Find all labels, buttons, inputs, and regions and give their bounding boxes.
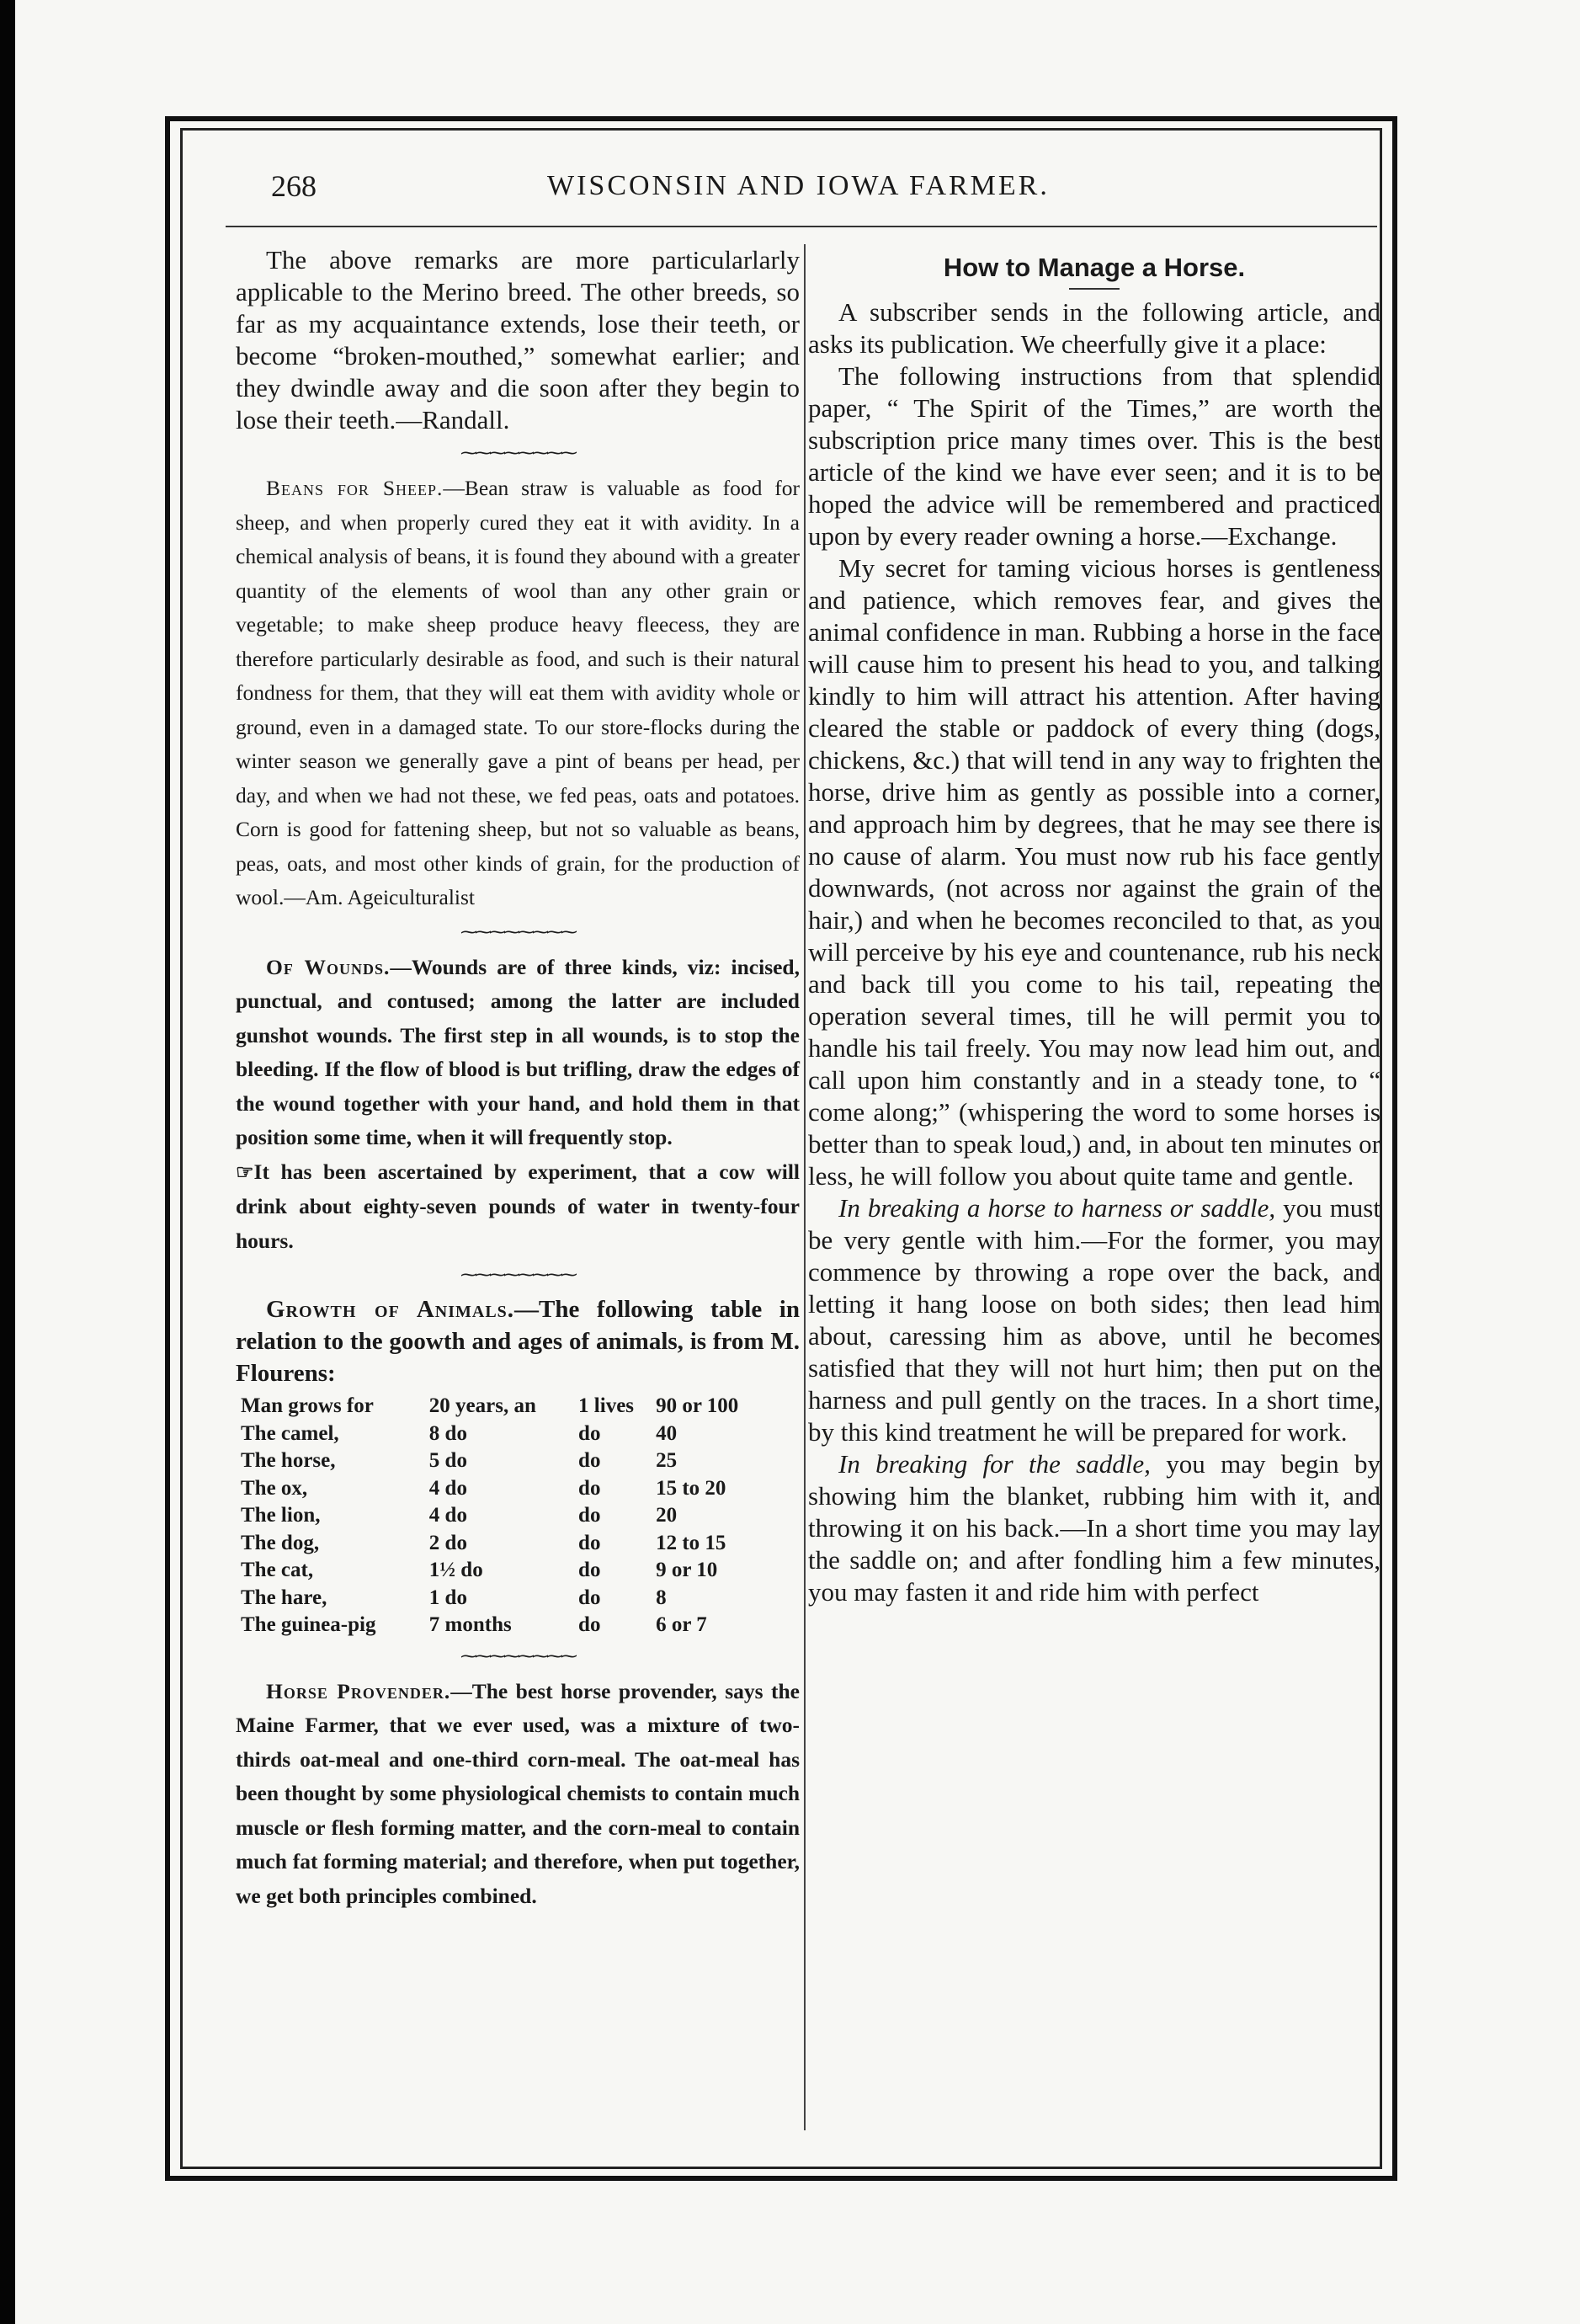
growth-table-row [241, 1393, 771, 1421]
growth-table-row [241, 1530, 771, 1558]
growth-table-cell: The camel, [241, 1421, 339, 1445]
title-rule [1069, 288, 1120, 290]
intro-paragraph: The above remarks are more particularlarly applicable to the Merino breed. The other breeds, so far as my acquaintance extends, lose their teeth, or become “broken-mouthed,” somewhat earlier; and they dwindle away and die soon after they begin to lose their teeth.—Randall. [236, 245, 800, 434]
horse-provender-heading: Horse Provender. [266, 1678, 451, 1703]
cow-paragraph [236, 1155, 800, 1259]
ornament-divider: ⁓⁓⁓⁓⁓⁓⁓⁓ [460, 1266, 575, 1284]
growth-table-cell: 4 do [428, 1476, 467, 1500]
growth-table-row [241, 1475, 771, 1503]
growth-table-cell: 20 [656, 1504, 678, 1527]
growth-table-cell: 4 do [428, 1504, 467, 1527]
wounds-paragraph [236, 951, 800, 1155]
harness-body: you must be very gentle with him.—For the former, you may commence by throwing a rope over the back, and letting it hang loose on both sides; then lead him about, caressing him as above, until he becomes satisfied that they will not hurt him; then put on the harness and pull gently on the traces. In a short time, by this kind treatment he will be prepared for work. [808, 1193, 1381, 1447]
growth-table-cell: The lion, [241, 1504, 321, 1527]
column-rule [804, 244, 806, 2130]
growth-table [241, 1393, 771, 1639]
horse-provender-paragraph [236, 1675, 800, 1914]
growth-body: —The following table in relation to the goowth and ages of animals, is from M. Flourens: [236, 1296, 800, 1387]
beans-heading: Beans for Sheep. [266, 476, 444, 500]
saddle-emphasis: In breaking for the saddle, [838, 1449, 1151, 1479]
growth-table-cell: do [578, 1613, 601, 1636]
growth-table-cell: 8 do [428, 1421, 467, 1445]
growth-table-cell: do [578, 1586, 601, 1609]
growth-table-cell: 7 months [428, 1613, 512, 1636]
growth-table-cell: 25 [656, 1449, 678, 1472]
growth-table-cell: 1 do [428, 1586, 467, 1609]
pointing-hand-icon: ☞ [236, 1161, 254, 1184]
growth-table-row [241, 1502, 771, 1530]
wounds-body: —Wounds are of three kinds, viz: incised, punctual, and contused; among the latter are included gunshot wounds. The first step in all wounds, is to stop the bleeding. If the flow of blood is but trifling, draw the edges of the wound together with your hand, and hold them in that position some time, when it will frequently stop. [236, 954, 800, 1149]
growth-table-cell: do [578, 1421, 601, 1445]
growth-table-cell: The guinea-pig [241, 1613, 376, 1636]
cow-body: It has been ascertained by experiment, that a cow will drink about eighty-seven pounds of water in twenty-four hours. [236, 1159, 800, 1253]
growth-paragraph [236, 1293, 800, 1389]
growth-table-cell: do [578, 1476, 601, 1500]
article-paragraph-2: The following instructions from that splendid paper, “ The Spirit of the Times,” are worth the subscription price many times over. This is the best article of the kind we have ever seen; and it is to be hoped the advice will be remembered and practiced upon by every reader owning a horse.—Exchange. [808, 361, 1381, 551]
growth-table-row [241, 1585, 771, 1612]
growth-table-cell: Man grows for [241, 1394, 374, 1417]
growth-table-cell: do [578, 1531, 601, 1554]
growth-table-cell: 9 or 10 [656, 1559, 718, 1581]
growth-table-row [241, 1447, 771, 1475]
growth-table-cell: do [578, 1559, 601, 1581]
growth-table-cell: do [578, 1504, 601, 1527]
right-column [808, 244, 1381, 1608]
growth-table-row [241, 1612, 771, 1639]
growth-table-cell: 2 do [428, 1531, 467, 1554]
saddle-body: you may begin by showing him the blanket, rubbing him with it, and throwing it on his back.—In a short time you may lay the saddle on; and after fondling him a few minutes, you may fasten it and ride him with perfect [808, 1449, 1381, 1607]
growth-table-cell: 20 years, an [428, 1394, 536, 1417]
growth-table-cell: 6 or 7 [656, 1613, 707, 1636]
growth-table-cell: 8 [656, 1586, 667, 1609]
growth-table-row [241, 1557, 771, 1585]
growth-table-cell: 1 lives [578, 1394, 635, 1417]
article-paragraph-5 [808, 1448, 1381, 1608]
scan-edge [0, 0, 15, 2324]
article-paragraph-3: My secret for taming vicious horses is gentleness and patience, which removes fear, and gives the animal confidence in man. Rubbing a horse in the face will cause him to present his head to you, and talking kindly to him will attract his attention. After having cleared the stable or paddock of every thing (dogs, chickens, &c.) that will tend in any way to frighten the horse, drive him as gently as possible into a corner, and approach him by degrees, that he may see there is no cause of alarm. You must now rub his face gently downwards, (not across nor against the grain of the hair,) and when he becomes reconciled to that, as you will perceive by his eye and countenance, rub his neck and back till you come to his tail, repeating the operation several times, till he will permit you to handle his tail freely. You may now lead him out, and call upon him constantly and in a steady tone, to “ come along;” (whispering the word to some horses is better than to speak loud,) and, in about ten minutes or less, he will follow you about quite tame and gentle. [808, 553, 1381, 1191]
growth-table-cell: do [578, 1449, 601, 1472]
growth-table-cell: 15 to 20 [656, 1476, 726, 1500]
growth-table-cell: 5 do [428, 1449, 467, 1472]
growth-table-cell: 40 [656, 1421, 678, 1445]
growth-table-cell: 90 or 100 [656, 1394, 739, 1417]
horse-provender-body: —The best horse provender, says the Maine Farmer, that we ever used, was a mixture of two-thirds oat-meal and one-third corn-meal. The oat-meal has been thought by some physiological chemists to contain much muscle or flesh forming matter, and the corn-meal to contain much fat forming material; and therefore, when put together, we get both principles combined. [236, 1678, 800, 1908]
ornament-divider: ⁓⁓⁓⁓⁓⁓⁓⁓ [460, 1646, 575, 1666]
left-column [236, 244, 800, 1913]
growth-table-row [241, 1421, 771, 1448]
growth-table-cell: The cat, [241, 1559, 314, 1581]
page-number: 268 [271, 169, 317, 203]
article-paragraph-4 [808, 1192, 1381, 1448]
growth-table-cell: The dog, [241, 1531, 320, 1554]
ornament-divider: ⁓⁓⁓⁓⁓⁓⁓⁓ [460, 444, 575, 462]
article-title: How to Manage a Horse. [943, 253, 1246, 282]
growth-table-cell: 1½ do [428, 1559, 483, 1581]
beans-paragraph [236, 472, 800, 915]
growth-table-cell: 12 to 15 [656, 1531, 726, 1554]
running-head: WISCONSIN AND IOWA FARMER. [547, 170, 1050, 201]
article-paragraph-1: A subscriber sends in the following article, and asks its publication. We cheerfully give it a place: [808, 297, 1381, 359]
ornament-divider: ⁓⁓⁓⁓⁓⁓⁓⁓ [460, 922, 575, 941]
header-rule [226, 226, 1377, 227]
harness-emphasis: In breaking a horse to harness or saddle, [838, 1193, 1276, 1223]
wounds-heading: Of Wounds. [266, 954, 391, 979]
growth-heading: Growth of Animals. [266, 1296, 515, 1323]
page-header [227, 168, 1372, 219]
growth-table-cell: The hare, [241, 1586, 327, 1609]
beans-body: —Bean straw is valuable as food for sheep, and when properly cured they eat it with avidity. In a chemical analysis of beans, it is found they abound with a greater quantity of the elements of wool than any other grain or vegetable; to make sheep produce heavy fleecess, they are therefore particularly desirable as food, and such is their natural fondness for them, that they will eat them with avidity whole or ground, even in a damaged state. To our store-flocks during the winter season we generally gave a pint of beans per head, per day, and when we had not these, we fed peas, oats and potatoes. Corn is good for fattening sheep, but not so valuable as beans, peas, oats, and most other kinds of grain, for the production of wool.—Am. Ageiculturalist [236, 476, 800, 909]
growth-table-cell: The ox, [241, 1476, 308, 1500]
growth-table-cell: The horse, [241, 1449, 336, 1472]
